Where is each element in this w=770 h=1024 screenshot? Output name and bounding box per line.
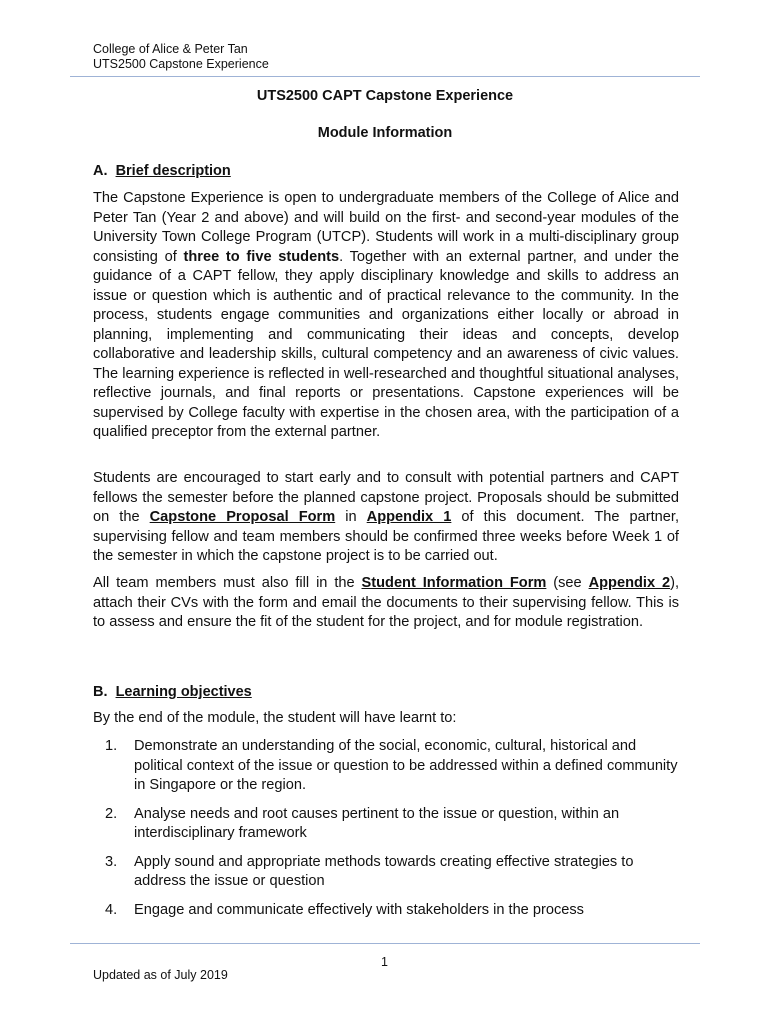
section-b-title: Learning objectives	[115, 684, 252, 700]
para3-text-a: All team members must also fill in the	[93, 575, 362, 591]
para3-text-c: ), attach their CVs with the form and email the documents to their supervising fellow. This is to assess and ensure the fit of the student for the project, and for module registration.	[93, 575, 680, 630]
updated-date: Updated as of July 2019	[93, 968, 228, 982]
footer-divider	[70, 943, 700, 944]
appendix-1-link[interactable]: Appendix 1	[366, 509, 452, 525]
para1-text-end: . Together with an external partner, and under the guidance of a CAPT fellow, they apply disciplinary knowledge and skills to address an issue or question which is authentic and of practical relevance to the community. In the process, students engage communities and organizations either locally or abroad in planning, implementing and communicating their ideas and concepts, develop collaborative and leadership skills, cultural competency and an awareness of civic values. The learning experience is reflected in well-researched and thoughtful situational analyses, reflective journals, and final reports or presentations. Capstone experiences will be supervised by College faculty with expertise in the chosen area, with the participation of a qualified preceptor from the external partner.	[93, 248, 679, 440]
header-college: College of Alice & Peter Tan	[93, 42, 248, 56]
brief-description-paragraph	[93, 189, 679, 443]
list-item-number: 4.	[105, 901, 118, 918]
page-number: 1	[381, 955, 388, 969]
para2-text-c: of this document. The partner, supervising fellow and team members should be confirmed three weeks before Week 1 of the semester in which the capstone project is to be carried out.	[93, 509, 680, 564]
registration-paragraph	[93, 574, 679, 633]
list-item	[93, 805, 679, 844]
list-item-number: 1.	[105, 738, 118, 754]
proposal-paragraph	[93, 469, 679, 567]
section-a-letter: A.	[93, 163, 108, 179]
list-item-text: Analyse needs and root causes pertinent to the issue or question, within an interdisciplinary framework	[134, 805, 620, 841]
objectives-intro: By the end of the module, the student will have learnt to:	[93, 710, 457, 726]
student-information-form-link[interactable]: Student Information Form	[361, 575, 547, 591]
appendix-2-link[interactable]: Appendix 2	[588, 575, 671, 591]
list-item	[93, 853, 679, 892]
header-divider	[70, 76, 700, 77]
list-item-text: Apply sound and appropriate methods towards creating effective strategies to address the issue or question	[134, 853, 634, 889]
running-header	[93, 42, 269, 72]
list-item-number: 2.	[105, 805, 118, 822]
section-b-heading	[93, 684, 252, 700]
list-item-text: Demonstrate an understanding of the social, economic, cultural, historical and political context of the issue or question to be addressed within a defined community in Singapore or the region.	[134, 738, 678, 793]
para2-text-b: in	[335, 509, 367, 525]
learning-objectives-list	[93, 737, 679, 929]
list-item	[93, 901, 679, 921]
capstone-proposal-form-link[interactable]: Capstone Proposal Form	[149, 509, 336, 525]
para1-bold-group-size: three to five students	[183, 248, 340, 265]
document-title: UTS2500 CAPT Capstone Experience	[256, 88, 514, 104]
section-b-letter: B.	[93, 684, 108, 700]
para2-text-a: Students are encouraged to start early and to consult with potential partners and CAPT fellows the semester before the planned capstone project. Proposals should be submitted on the	[93, 470, 679, 525]
para3-text-b: (see	[546, 575, 589, 591]
section-a-heading	[93, 163, 231, 179]
list-item-text: Engage and communicate effectively with stakeholders in the process	[134, 901, 584, 918]
header-module: UTS2500 Capstone Experience	[93, 57, 269, 71]
para1-text-start: The Capstone Experience is open to undergraduate members of the College of Alice and Peter Tan (Year 2 and above) and will build on the first- and second-year modules of the University Town College Program (UTCP). Students will work in a multi-disciplinary group consisting of	[93, 190, 679, 265]
document-subtitle: Module Information	[317, 125, 453, 141]
list-item-number: 3.	[105, 853, 118, 870]
section-a-title: Brief description	[115, 163, 231, 179]
list-item	[93, 737, 679, 796]
